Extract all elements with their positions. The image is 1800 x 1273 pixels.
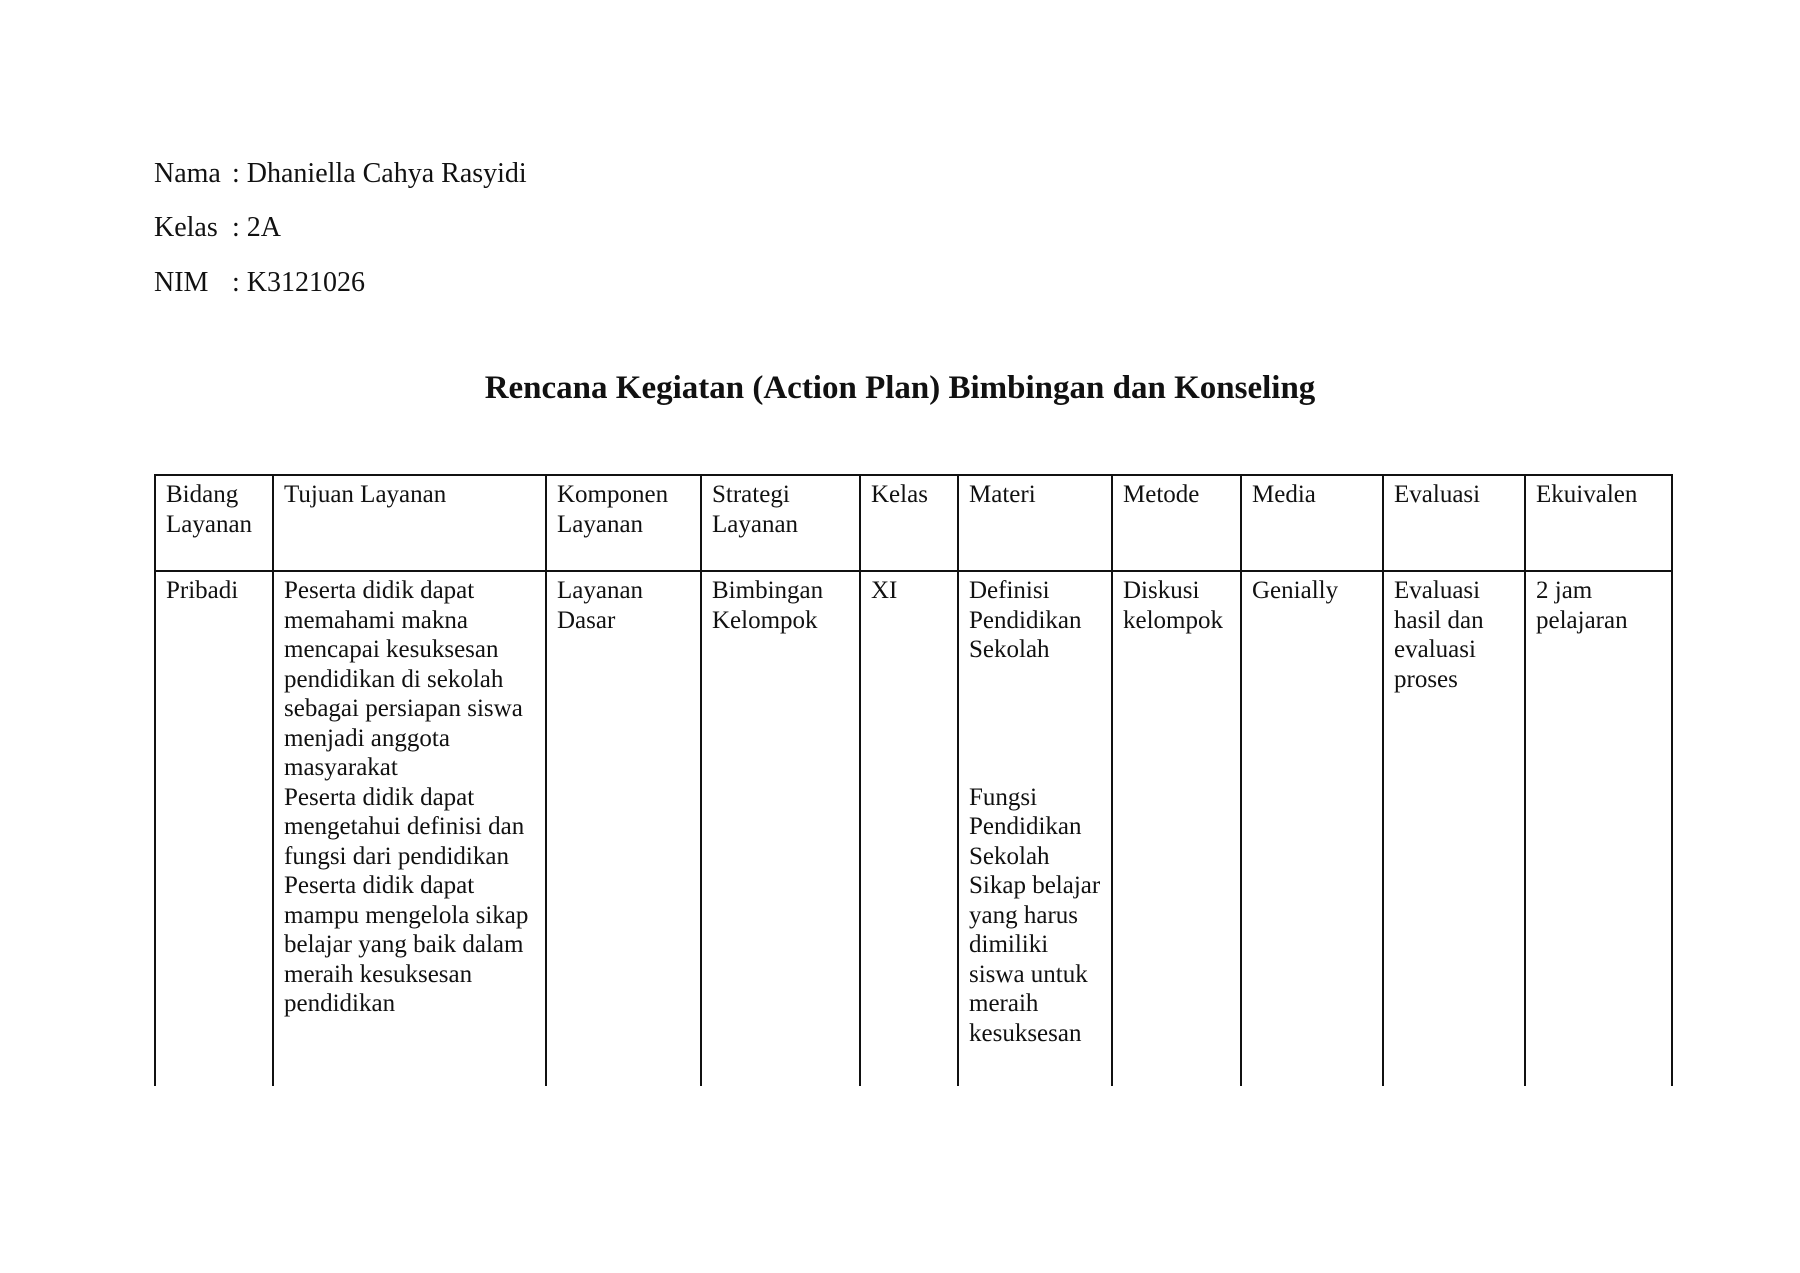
header-kelas: Kelas [860,475,958,571]
materi-item-3: Sikap belajar yang harus dimiliki siswa untuk meraih kesuksesan [969,872,1101,1047]
cell-ekuivalen: 2 jam pelajaran [1525,571,1672,1086]
cell-bidang: Pribadi [155,571,273,1086]
materi-item-1: Definisi Pendidikan Sekolah [969,577,1082,663]
tujuan-item-3: Peserta didik dapat mampu mengelola sikap belajar yang baik dalam meraih kesuksesan pendidikan [284,872,529,1017]
header-bidang-layanan: Bidang Layanan [155,475,273,571]
name-value: : Dhaniella Cahya Rasyidi [232,158,527,189]
table-header-row [155,475,1672,571]
header-evaluasi: Evaluasi [1383,475,1525,571]
student-class-line [154,211,281,245]
header-tujuan-layanan: Tujuan Layanan [273,475,546,571]
tujuan-item-2: Peserta didik dapat mengetahui definisi dan fungsi dari pendidikan [284,783,525,870]
header-materi: Materi [958,475,1112,571]
document-title: Rencana Kegiatan (Action Plan) Bimbingan dan Konseling [484,370,1316,406]
class-value: : 2A [232,212,281,243]
class-label: Kelas [154,212,218,243]
header-media: Media [1241,475,1383,571]
cell-tujuan [273,571,546,1086]
student-name-line [154,157,527,191]
name-label: Nama [154,158,221,189]
header-ekuivalen: Ekuivalen [1525,475,1672,571]
materi-item-2: Fungsi Pendidikan Sekolah [969,783,1082,870]
header-metode: Metode [1112,475,1241,571]
tujuan-item-1: Peserta didik dapat memahami makna mencapai kesuksesan pendidikan di sekolah sebagai persiapan siswa menjadi anggota masyarakat [284,577,523,781]
header-strategi-layanan: Strategi Layanan [701,475,860,571]
cell-metode: Diskusi kelompok [1112,571,1241,1086]
table-row [155,571,1672,1086]
student-nim-line [154,266,365,300]
nim-value: : K3121026 [232,267,365,298]
materi-spacer [969,665,1101,783]
cell-materi [958,571,1112,1086]
header-komponen-layanan: Komponen Layanan [546,475,701,571]
cell-kelas: XI [860,571,958,1086]
nim-label: NIM [154,267,209,298]
cell-media: Genially [1241,571,1383,1086]
action-plan-table [154,474,1673,1086]
cell-komponen: Layanan Dasar [546,571,701,1086]
cell-strategi: Bimbingan Kelompok [701,571,860,1086]
cell-evaluasi: Evaluasi hasil dan evaluasi proses [1383,571,1525,1086]
